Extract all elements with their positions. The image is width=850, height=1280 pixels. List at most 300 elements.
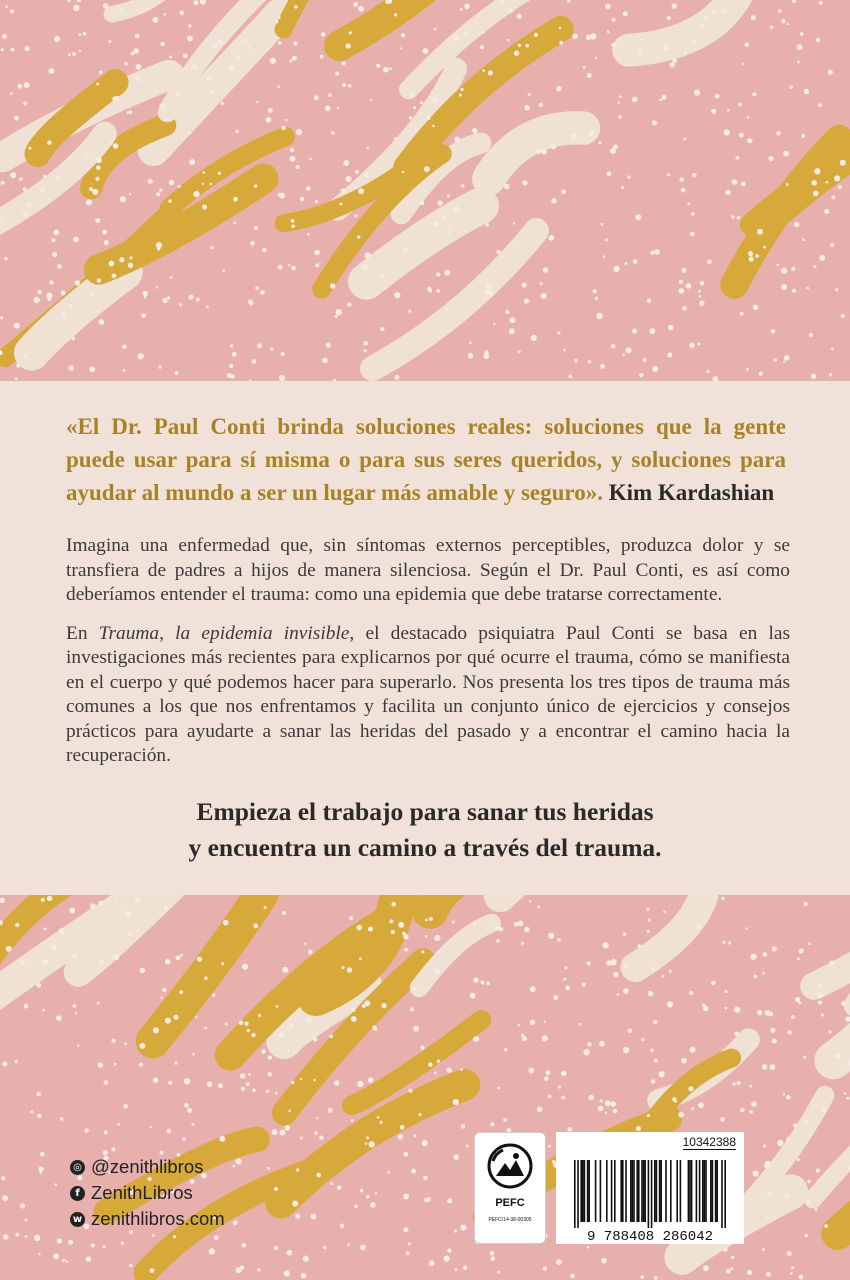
pattern-dot — [165, 1018, 171, 1024]
pattern-dot — [663, 910, 666, 913]
pattern-dot — [603, 942, 609, 948]
pattern-dot — [613, 266, 619, 272]
pattern-dot — [162, 298, 167, 303]
pattern-dot — [266, 1089, 270, 1093]
pattern-dot — [1, 1176, 5, 1180]
pattern-dot — [282, 967, 288, 973]
pattern-dot — [60, 1117, 64, 1121]
barcode-bar — [689, 1160, 691, 1222]
pattern-dot — [160, 42, 164, 46]
pattern-dot — [672, 58, 677, 63]
pattern-dot — [72, 52, 76, 56]
pattern-dot — [522, 1036, 527, 1041]
pattern-dot — [509, 328, 515, 334]
pattern-dot — [698, 290, 701, 293]
barcode-bar — [632, 1160, 634, 1222]
barcode-bar — [705, 1160, 707, 1222]
pattern-dot — [651, 1079, 656, 1084]
pattern-dot — [96, 82, 99, 85]
pattern-dot — [627, 175, 630, 178]
pattern-dot — [690, 232, 695, 237]
pattern-dot — [707, 259, 712, 264]
pattern-dot — [381, 1003, 386, 1008]
pattern-dot — [545, 1070, 550, 1075]
pattern-dot — [738, 102, 742, 106]
pattern-dot — [667, 1001, 673, 1007]
pattern-dot — [464, 4, 470, 10]
pattern-dot — [202, 182, 204, 184]
pattern-dot — [14, 116, 19, 121]
pattern-dot — [39, 1171, 42, 1174]
pattern-dot — [807, 1180, 811, 1184]
pattern-dot — [89, 187, 93, 191]
pattern-dot — [748, 251, 753, 256]
pattern-dot — [460, 88, 463, 91]
pattern-dot — [37, 1114, 41, 1118]
pattern-dot — [596, 313, 602, 319]
pattern-dot — [49, 280, 53, 284]
pattern-dot — [36, 1092, 41, 1097]
pattern-dot — [762, 972, 765, 975]
pattern-dot — [295, 1213, 300, 1218]
pattern-dot — [672, 1097, 677, 1102]
pattern-dot — [650, 251, 654, 255]
pattern-dot — [648, 991, 650, 993]
facebook-link[interactable] — [70, 1180, 225, 1206]
pattern-dot — [113, 954, 119, 960]
pattern-dot — [785, 1193, 789, 1197]
pattern-dot — [814, 168, 820, 174]
pattern-dot — [605, 1100, 611, 1106]
pattern-dot — [561, 1071, 567, 1077]
pattern-dot — [239, 1021, 244, 1026]
pattern-dot — [766, 1216, 769, 1219]
pattern-dot — [150, 1126, 153, 1129]
pattern-dot — [681, 268, 686, 273]
pattern-dot — [296, 129, 302, 135]
description-paragraph-2 — [66, 622, 790, 769]
pattern-dot — [700, 281, 705, 286]
pattern-dot — [377, 1116, 380, 1119]
pattern-dot — [558, 1086, 561, 1089]
pattern-dot — [248, 300, 253, 305]
pattern-dot — [595, 297, 598, 300]
pattern-dot — [403, 1152, 408, 1157]
pattern-dot — [306, 186, 311, 191]
pattern-dot — [829, 1030, 832, 1033]
pattern-dot — [380, 327, 384, 331]
pattern-dot — [278, 41, 282, 45]
internal-number: 10342388 — [682, 1135, 736, 1149]
pattern-dot — [587, 73, 592, 78]
pattern-dot — [658, 1071, 664, 1077]
pattern-dot — [384, 287, 387, 290]
pattern-dot — [34, 1235, 40, 1241]
pattern-dot — [806, 1200, 811, 1205]
barcode-label — [556, 1132, 744, 1244]
pattern-dot — [518, 350, 521, 353]
pattern-dot — [797, 61, 800, 64]
pattern-dot — [828, 70, 833, 75]
pattern-dot — [437, 200, 442, 205]
pattern-dot — [821, 1013, 824, 1016]
pattern-dot — [295, 165, 299, 169]
pattern-dot — [120, 8, 123, 11]
pattern-dot — [436, 289, 440, 293]
pattern-dot — [62, 1259, 65, 1262]
pattern-dot — [640, 1275, 644, 1279]
pattern-dot — [490, 1251, 495, 1256]
pattern-dot — [233, 1221, 238, 1226]
pattern-dot — [192, 64, 197, 69]
pattern-dot — [740, 1108, 745, 1113]
website-link[interactable] — [70, 1206, 225, 1232]
pattern-dot — [98, 959, 104, 965]
pattern-dot — [408, 1242, 411, 1245]
pattern-dot — [741, 182, 746, 187]
pattern-dot — [409, 116, 412, 119]
pattern-dot — [496, 939, 500, 943]
pattern-dot — [233, 1165, 236, 1168]
pattern-dot — [42, 959, 48, 965]
instagram-handle: @zenithlibros — [91, 1156, 204, 1177]
pattern-dot — [846, 1097, 849, 1100]
pattern-dot — [248, 1073, 251, 1076]
pattern-dot — [799, 1275, 804, 1280]
pattern-dot — [641, 1038, 644, 1041]
pattern-dot — [183, 54, 188, 59]
barcode-bar — [625, 1160, 627, 1222]
pattern-dot — [143, 291, 148, 296]
pattern-dot — [473, 1036, 479, 1042]
pattern-dot — [518, 921, 524, 927]
pattern-dot — [832, 195, 836, 199]
pattern-dot — [341, 61, 345, 65]
pattern-dot — [250, 241, 255, 246]
pattern-dot — [343, 160, 349, 166]
pattern-dot — [528, 1068, 534, 1074]
pattern-dot — [219, 1136, 225, 1142]
pattern-dot — [599, 1099, 602, 1102]
pattern-dot — [236, 1158, 242, 1164]
pattern-dot — [169, 55, 172, 58]
barcode-bar — [611, 1160, 613, 1222]
pattern-dot — [816, 1169, 820, 1173]
pattern-dot — [380, 1121, 383, 1124]
pattern-dot — [766, 1272, 771, 1277]
pattern-dot — [749, 1110, 753, 1114]
pattern-dot — [739, 133, 744, 138]
pattern-dot — [124, 1042, 127, 1045]
pattern-dot — [75, 280, 80, 285]
pattern-dot — [425, 918, 428, 921]
closing-line-2: y encuentra un camino a través del trauma. — [188, 833, 662, 862]
pattern-dot — [330, 283, 336, 289]
pattern-dot — [454, 206, 460, 212]
pattern-dot — [23, 187, 27, 191]
pattern-dot — [434, 28, 437, 31]
pattern-dot — [24, 46, 29, 51]
pattern-dot — [121, 1242, 124, 1245]
instagram-link[interactable] — [70, 1154, 225, 1180]
pattern-dot — [268, 108, 273, 113]
pattern-dot — [43, 175, 46, 178]
pattern-dot — [610, 1101, 616, 1107]
pattern-dot — [613, 972, 618, 977]
pattern-dot — [79, 50, 81, 52]
pattern-dot — [801, 134, 805, 138]
pattern-dot — [204, 1026, 207, 1029]
pattern-dot — [548, 235, 554, 241]
pattern-dot — [686, 283, 692, 289]
pattern-dot — [294, 5, 297, 8]
pattern-dot — [543, 267, 548, 272]
pattern-dot — [351, 1016, 357, 1022]
pattern-dot — [824, 1224, 828, 1228]
pattern-dot — [20, 960, 25, 965]
pattern-dot — [148, 179, 153, 184]
pattern-dot — [44, 927, 47, 930]
pattern-dot — [588, 360, 592, 364]
pattern-dot — [56, 1015, 62, 1021]
pattern-dot — [453, 1099, 459, 1105]
pattern-dot — [19, 177, 23, 181]
pattern-dot — [725, 190, 731, 196]
book-title: Trauma, la epidemia invisible — [98, 622, 350, 644]
pattern-dot — [434, 968, 440, 974]
pattern-dot — [319, 1136, 323, 1140]
pattern-dot — [753, 305, 758, 310]
pattern-dot — [781, 284, 787, 290]
pattern-dot — [569, 375, 573, 379]
pattern-dot — [813, 265, 816, 268]
pattern-dot — [480, 45, 484, 49]
pattern-dot — [804, 902, 808, 906]
pattern-dot — [210, 246, 213, 249]
pattern-dot — [652, 120, 657, 125]
pattern-dot — [504, 184, 510, 190]
pattern-dot — [524, 298, 529, 303]
pattern-dot — [436, 272, 440, 276]
pattern-dot — [347, 302, 352, 307]
pattern-dot — [776, 131, 780, 135]
pattern-dot — [11, 48, 15, 52]
pattern-dot — [89, 366, 95, 372]
pattern-dot — [772, 946, 777, 951]
pattern-dot — [168, 1081, 172, 1085]
pattern-dot — [175, 371, 179, 375]
pattern-dot — [331, 131, 335, 135]
pattern-dot — [313, 1079, 315, 1081]
pattern-dot — [102, 1245, 106, 1249]
pattern-dot — [261, 1049, 266, 1054]
pattern-dot — [292, 1201, 298, 1207]
pattern-dot — [325, 105, 331, 111]
pattern-dot — [23, 101, 27, 105]
pattern-dot — [459, 94, 462, 97]
pattern-dot — [256, 101, 258, 103]
pattern-dot — [119, 257, 124, 262]
pattern-dot — [287, 1250, 293, 1256]
pattern-dot — [291, 266, 296, 271]
pattern-dot — [534, 33, 538, 37]
pattern-dot — [595, 56, 598, 59]
pattern-dot — [99, 900, 104, 905]
pattern-dot — [524, 105, 529, 110]
pattern-dot — [759, 372, 763, 376]
pattern-dot — [153, 1027, 159, 1033]
pattern-dot — [668, 325, 674, 331]
pattern-dot — [28, 147, 31, 150]
pattern-dot — [824, 209, 829, 214]
pattern-dot — [484, 350, 489, 355]
pattern-dot — [362, 264, 367, 269]
pattern-dot — [229, 364, 233, 368]
pattern-dot — [264, 906, 267, 909]
pattern-dot — [276, 1005, 279, 1008]
pattern-dot — [1, 48, 4, 51]
pattern-dot — [328, 93, 332, 97]
pattern-dot — [6, 946, 12, 952]
pattern-dot — [169, 180, 175, 186]
pattern-dot — [410, 93, 414, 97]
pattern-dot — [187, 1108, 192, 1113]
pattern-dot — [27, 202, 32, 207]
pattern-dot — [781, 268, 787, 274]
pattern-dot — [139, 1043, 145, 1049]
pattern-dot — [757, 229, 763, 235]
pattern-dot — [347, 1243, 350, 1246]
pattern-dot — [2, 34, 7, 39]
pattern-dot — [135, 34, 140, 39]
pattern-dot — [37, 290, 41, 294]
pattern-dot — [745, 927, 748, 930]
pattern-dot — [639, 53, 642, 56]
pattern-dot — [610, 959, 616, 965]
pattern-dot — [804, 1120, 808, 1124]
paragraph-2-prefix: En — [66, 622, 99, 644]
pattern-dot — [561, 1096, 565, 1100]
pattern-dot — [561, 189, 566, 194]
pattern-dot — [652, 967, 656, 971]
pattern-dot — [197, 957, 202, 962]
pattern-dot — [473, 922, 476, 925]
pattern-dot — [587, 1042, 591, 1046]
pattern-dot — [83, 32, 87, 36]
pattern-dot — [772, 1038, 777, 1043]
pattern-dot — [834, 175, 840, 181]
pattern-dot — [770, 1064, 776, 1070]
barcode-bar — [633, 1160, 635, 1222]
pattern-dot — [156, 192, 160, 196]
pattern-dot — [316, 1173, 321, 1178]
pattern-dot — [812, 180, 818, 186]
pattern-dot — [335, 72, 339, 76]
pattern-dot — [24, 355, 27, 358]
pattern-dot — [129, 193, 131, 195]
pattern-dot — [372, 1026, 376, 1030]
pattern-dot — [454, 137, 460, 143]
pattern-dot — [574, 359, 578, 363]
pattern-dot — [204, 976, 208, 980]
pattern-dot — [347, 967, 353, 973]
pattern-dot — [752, 92, 756, 96]
pattern-dot — [222, 270, 225, 273]
pattern-dot — [96, 157, 102, 163]
pattern-dot — [787, 1030, 791, 1034]
pattern-dot — [314, 1132, 317, 1135]
pattern-dot — [601, 1258, 607, 1264]
pattern-dot — [646, 908, 649, 911]
barcode-digits: 9 788408 286042 — [586, 1229, 714, 1244]
pattern-dot — [360, 1245, 366, 1251]
pattern-dot — [460, 8, 463, 11]
pattern-dot — [351, 1119, 354, 1122]
pattern-dot — [240, 1265, 244, 1269]
pattern-dot — [751, 1101, 757, 1107]
pattern-dot — [253, 923, 258, 928]
pattern-dot — [376, 63, 380, 67]
pattern-dot — [583, 66, 586, 69]
pattern-dot — [658, 55, 661, 58]
pattern-dot — [104, 240, 109, 245]
pattern-dot — [786, 23, 789, 26]
barcode-bar — [644, 1160, 646, 1222]
pattern-dot — [209, 1248, 215, 1254]
pattern-dot — [66, 1260, 69, 1263]
pattern-dot — [725, 990, 728, 993]
pattern-dot — [135, 897, 141, 903]
pattern-dot — [619, 95, 622, 98]
pattern-dot — [770, 1028, 775, 1033]
pattern-dot — [559, 41, 563, 45]
barcode-bar — [643, 1160, 645, 1222]
pattern-dot — [335, 315, 338, 318]
pattern-dot — [364, 173, 370, 179]
barcode-bar — [595, 1160, 597, 1222]
pattern-dot — [544, 1076, 549, 1081]
pattern-dot — [206, 305, 209, 308]
pattern-dot — [394, 292, 400, 298]
pattern-dot — [366, 1195, 369, 1198]
pattern-dot — [61, 312, 66, 317]
pattern-dot — [284, 1270, 290, 1276]
pattern-dot — [174, 1062, 177, 1065]
pattern-dot — [804, 1234, 808, 1238]
pattern-dot — [691, 212, 695, 216]
pattern-dot — [640, 39, 642, 41]
pattern-dot — [267, 1167, 270, 1170]
pattern-dot — [578, 1023, 581, 1026]
pattern-dot — [52, 252, 57, 257]
pattern-dot — [777, 1140, 783, 1146]
pattern-dot — [422, 1140, 428, 1146]
barcode-bar — [638, 1160, 640, 1222]
pattern-dot — [124, 62, 128, 66]
pattern-dot — [279, 1032, 285, 1038]
barcode-bar — [574, 1160, 576, 1228]
pattern-dot — [289, 1023, 294, 1028]
pattern-dot — [335, 309, 341, 315]
pattern-dot — [485, 289, 491, 295]
pattern-dot — [786, 1095, 791, 1100]
pattern-dot — [524, 927, 530, 933]
pattern-dot — [281, 352, 285, 356]
pattern-dot — [247, 1029, 250, 1032]
pattern-dot — [454, 1229, 457, 1232]
pattern-dot — [809, 333, 813, 337]
pattern-dot — [600, 223, 603, 226]
